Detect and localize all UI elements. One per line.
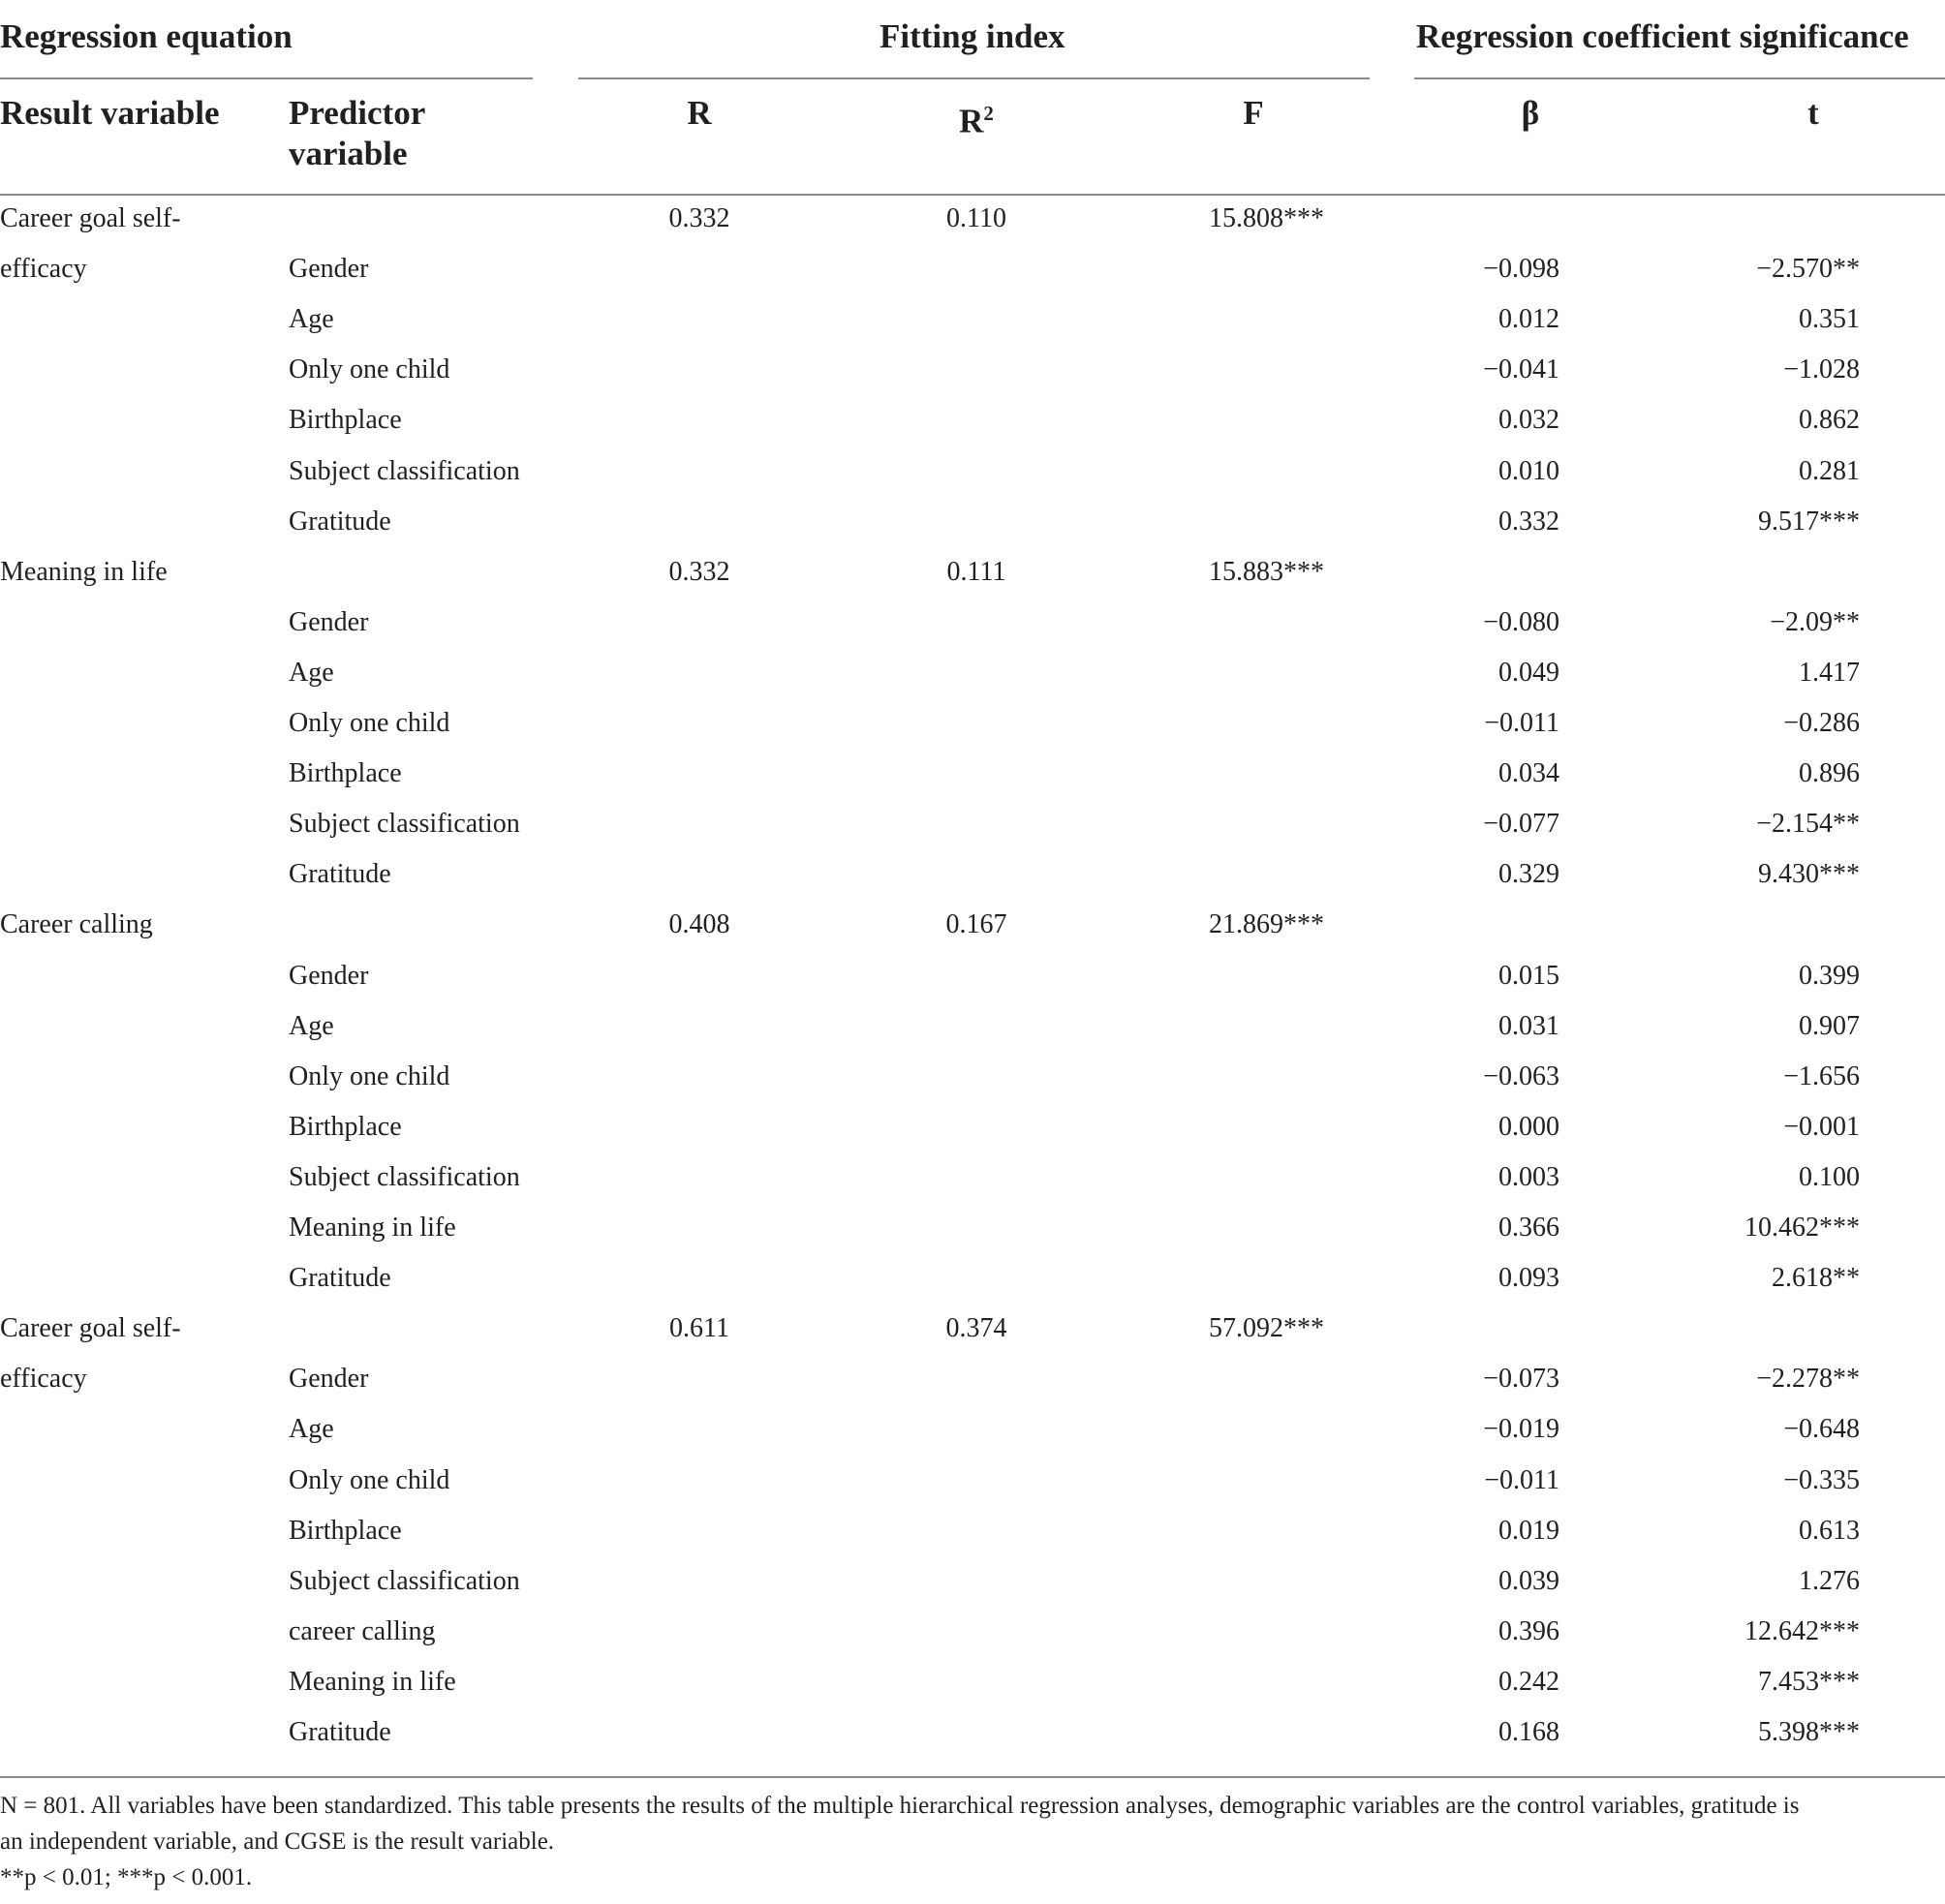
col-header-predictor-line1: Predictor xyxy=(289,94,426,132)
result-variable-label: Meaning in life xyxy=(0,556,168,587)
t-value-cell: −2.278** xyxy=(1756,1364,1860,1395)
beta-value-cell: −0.011 xyxy=(1484,708,1559,738)
predictor-variable-cell: Meaning in life xyxy=(289,1213,456,1243)
t-value-cell: 0.862 xyxy=(1799,405,1860,436)
beta-value-cell: 0.396 xyxy=(1498,1615,1559,1646)
beta-value-cell: −0.011 xyxy=(1484,1464,1559,1495)
predictor-variable-cell: Only one child xyxy=(289,354,450,385)
t-value-cell: 10.462*** xyxy=(1744,1213,1860,1243)
t-value-cell: 0.100 xyxy=(1799,1161,1860,1192)
footnote-line2: an independent variable, and CGSE is the result variable. xyxy=(0,1828,555,1855)
col-header-R: R xyxy=(687,94,712,132)
fit-R2-value: 0.167 xyxy=(945,909,1007,940)
predictor-variable-cell: Only one child xyxy=(289,1060,450,1091)
predictor-variable-cell: Gender xyxy=(289,1364,369,1395)
t-value-cell: −0.286 xyxy=(1783,708,1860,738)
predictor-variable-cell: Only one child xyxy=(289,1464,450,1495)
group-rule-fitting xyxy=(578,77,1370,79)
predictor-variable-cell: Subject classification xyxy=(289,809,520,840)
beta-value-cell: 0.003 xyxy=(1498,1161,1559,1192)
t-value-cell: 1.417 xyxy=(1799,657,1860,688)
t-value-cell: −1.028 xyxy=(1783,354,1860,385)
t-value-cell: −1.656 xyxy=(1783,1060,1860,1091)
group-rule-regression xyxy=(0,77,533,79)
beta-value-cell: 0.242 xyxy=(1498,1666,1559,1697)
beta-value-cell: 0.332 xyxy=(1498,506,1559,537)
footnote-line3: **p < 0.01; ***p < 0.001. xyxy=(0,1864,253,1890)
beta-value-cell: 0.049 xyxy=(1498,657,1559,688)
t-value-cell: 0.399 xyxy=(1799,960,1860,991)
fit-R2-value: 0.374 xyxy=(945,1313,1007,1344)
beta-value-cell: 0.010 xyxy=(1498,455,1559,486)
fit-F-value: 21.869*** xyxy=(1209,909,1324,940)
t-value-cell: 1.276 xyxy=(1799,1565,1860,1596)
beta-value-cell: −0.041 xyxy=(1483,354,1559,385)
predictor-variable-cell: Gratitude xyxy=(289,1263,391,1294)
t-value-cell: 9.517*** xyxy=(1758,506,1860,537)
predictor-variable-cell: Gender xyxy=(289,960,369,991)
beta-value-cell: 0.168 xyxy=(1498,1717,1559,1747)
predictor-variable-cell: Gender xyxy=(289,254,369,285)
col-header-R2-sup: 2 xyxy=(983,102,994,125)
result-variable-label: Career calling xyxy=(0,909,153,940)
t-value-cell: −0.335 xyxy=(1783,1464,1860,1495)
beta-value-cell: 0.366 xyxy=(1498,1213,1559,1243)
beta-value-cell: 0.019 xyxy=(1498,1515,1559,1546)
beta-value-cell: 0.034 xyxy=(1498,758,1559,789)
predictor-variable-cell: Birthplace xyxy=(289,1515,402,1546)
col-header-predictor-variable xyxy=(289,93,425,174)
col-header-predictor-line2: variable xyxy=(289,135,408,172)
col-header-R2 xyxy=(918,93,1034,142)
fit-F-value: 57.092*** xyxy=(1209,1313,1324,1344)
beta-value-cell: 0.031 xyxy=(1498,1010,1559,1041)
t-value-cell: 0.613 xyxy=(1799,1515,1860,1546)
result-variable-label: Career goal self- xyxy=(0,1313,181,1344)
t-value-cell: −0.648 xyxy=(1783,1414,1860,1445)
beta-value-cell: 0.000 xyxy=(1498,1111,1559,1142)
fit-F-value: 15.808*** xyxy=(1209,203,1324,233)
t-value-cell: 9.430*** xyxy=(1758,859,1860,890)
group-rule-coef xyxy=(1414,77,1945,79)
beta-value-cell: 0.039 xyxy=(1498,1565,1559,1596)
predictor-variable-cell: Gratitude xyxy=(289,506,391,537)
t-value-cell: −0.001 xyxy=(1783,1111,1860,1142)
table-bottom-rule xyxy=(0,1776,1945,1778)
t-value-cell: −2.09** xyxy=(1770,606,1860,637)
predictor-variable-cell: Birthplace xyxy=(289,758,402,789)
predictor-variable-cell: Subject classification xyxy=(289,1161,520,1192)
t-value-cell: 2.618** xyxy=(1772,1263,1860,1294)
predictor-variable-cell: career calling xyxy=(289,1615,436,1646)
col-header-result-variable: Result variable xyxy=(0,94,220,132)
predictor-variable-cell: Gratitude xyxy=(289,859,391,890)
group-header-regression-equation: Regression equation xyxy=(0,17,293,55)
fit-R2-value: 0.110 xyxy=(946,203,1006,233)
beta-value-cell: 0.032 xyxy=(1498,405,1559,436)
result-variable-label-cont: efficacy xyxy=(0,1364,87,1395)
predictor-variable-cell: Meaning in life xyxy=(289,1666,456,1697)
fit-R2-value: 0.111 xyxy=(946,556,1006,587)
t-value-cell: 0.907 xyxy=(1799,1010,1860,1041)
col-header-F: F xyxy=(1243,94,1264,132)
beta-value-cell: 0.329 xyxy=(1498,859,1559,890)
beta-value-cell: 0.012 xyxy=(1498,304,1559,335)
fit-R-value: 0.611 xyxy=(669,1313,729,1344)
col-header-t: t xyxy=(1807,94,1819,132)
beta-value-cell: −0.077 xyxy=(1483,809,1559,840)
result-variable-label: Career goal self- xyxy=(0,203,181,233)
predictor-variable-cell: Age xyxy=(289,657,334,688)
predictor-variable-cell: Age xyxy=(289,1414,334,1445)
predictor-variable-cell: Gender xyxy=(289,606,369,637)
beta-value-cell: 0.093 xyxy=(1498,1263,1559,1294)
predictor-variable-cell: Birthplace xyxy=(289,1111,402,1142)
beta-value-cell: 0.015 xyxy=(1498,960,1559,991)
col-header-R2-base: R xyxy=(959,102,984,140)
group-header-fitting-index: Fitting index xyxy=(880,17,1065,55)
footnote-line1: N = 801. All variables have been standardized. This table presents the results of the multiple hierarchical regression analyses, demographic variables are the control variables, gratitude is xyxy=(0,1793,1800,1819)
predictor-variable-cell: Birthplace xyxy=(289,405,402,436)
t-value-cell: 5.398*** xyxy=(1758,1717,1860,1747)
fit-R-value: 0.408 xyxy=(668,909,730,940)
t-value-cell: −2.570** xyxy=(1756,254,1860,285)
fit-F-value: 15.883*** xyxy=(1209,556,1324,587)
col-header-beta: β xyxy=(1521,94,1540,132)
t-value-cell: 0.281 xyxy=(1799,455,1860,486)
t-value-cell: 12.642*** xyxy=(1744,1615,1860,1646)
beta-value-cell: −0.080 xyxy=(1483,606,1559,637)
predictor-variable-cell: Only one child xyxy=(289,708,450,738)
beta-value-cell: −0.098 xyxy=(1483,254,1559,285)
predictor-variable-cell: Subject classification xyxy=(289,455,520,486)
fit-R-value: 0.332 xyxy=(668,556,730,587)
group-header-regression-coefficient: Regression coefficient significance xyxy=(1416,17,1909,55)
predictor-variable-cell: Subject classification xyxy=(289,1565,520,1596)
t-value-cell: 0.896 xyxy=(1799,758,1860,789)
result-variable-label-cont: efficacy xyxy=(0,254,87,285)
predictor-variable-cell: Gratitude xyxy=(289,1717,391,1747)
predictor-variable-cell: Age xyxy=(289,1010,334,1041)
beta-value-cell: −0.063 xyxy=(1483,1060,1559,1091)
t-value-cell: −2.154** xyxy=(1756,809,1860,840)
beta-value-cell: −0.073 xyxy=(1483,1364,1559,1395)
fit-R-value: 0.332 xyxy=(668,203,730,233)
t-value-cell: 0.351 xyxy=(1799,304,1860,335)
beta-value-cell: −0.019 xyxy=(1483,1414,1559,1445)
t-value-cell: 7.453*** xyxy=(1758,1666,1860,1697)
predictor-variable-cell: Age xyxy=(289,304,334,335)
